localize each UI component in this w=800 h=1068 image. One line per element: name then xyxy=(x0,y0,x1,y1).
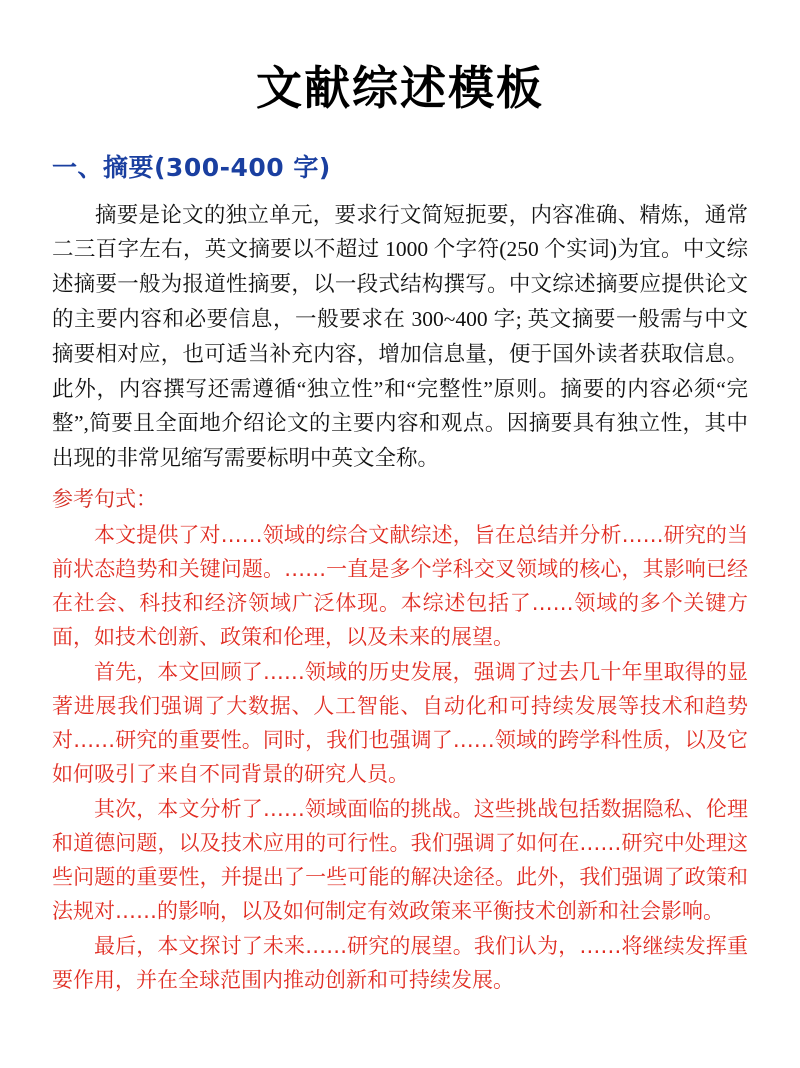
abstract-description-paragraph: 摘要是论文的独立单元，要求行文简短扼要，内容准确、精炼，通常二三百字左右，英文摘要以不超过 1000 个字符(250 个实词)为宜。中文综述摘要一般为报道性摘要，以一段式结构撰写。中文综述摘要应提供论文的主要内容和必要信息，一般要求在 300~400 字; 英文摘要一般需与中文摘要相对应，也可适当补充内容，增加信息量，便于国外读者获取信息。此外，内容撰写还需遵循“独立性”和“完整性”原则。摘要的内容必须“完整”,简要且全面地介绍论文的主要内容和观点。因摘要具有独立性，其中出现的非常见缩写需要标明中英文全称。 xyxy=(52,202,748,471)
example-paragraph: 本文提供了对……领域的综合文献综述，旨在总结并分析……研究的当前状态趋势和关键问题。……一直是多个学科交叉领域的核心，其影响已经在社会、科技和经济领域广泛体现。本综述包括了……领域的多个关键方面，如技术创新、政策和伦理，以及未来的展望。 xyxy=(52,522,748,649)
section-heading-abstract: 一、摘要(300-400 字) xyxy=(52,152,331,182)
example-paragraph: 首先，本文回顾了……领域的历史发展，强调了过去几十年里取得的显著进展我们强调了大数据、人工智能、自动化和可持续发展等技术和趋势对……研究的重要性。同时，我们也强调了……领域的跨学科性质，以及它如何吸引了来自不同背景的研究人员。 xyxy=(52,659,748,786)
page-title: 文献综述模板 xyxy=(256,61,544,115)
example-paragraph: 其次，本文分析了……领域面临的挑战。这些挑战包括数据隐私、伦理和道德问题，以及技术应用的可行性。我们强调了如何在……研究中处理这些问题的重要性，并提出了一些可能的解决途径。此外，我们强调了政策和法规对……的影响，以及如何制定有效政策来平衡技术创新和社会影响。 xyxy=(52,796,748,923)
example-paragraph: 最后，本文探讨了未来……研究的展望。我们认为，……将继续发挥重要作用，并在全球范围内推动创新和可持续发展。 xyxy=(52,933,748,992)
example-sentences-block xyxy=(52,518,748,997)
example-sentences-label: 参考句式： xyxy=(52,487,157,512)
